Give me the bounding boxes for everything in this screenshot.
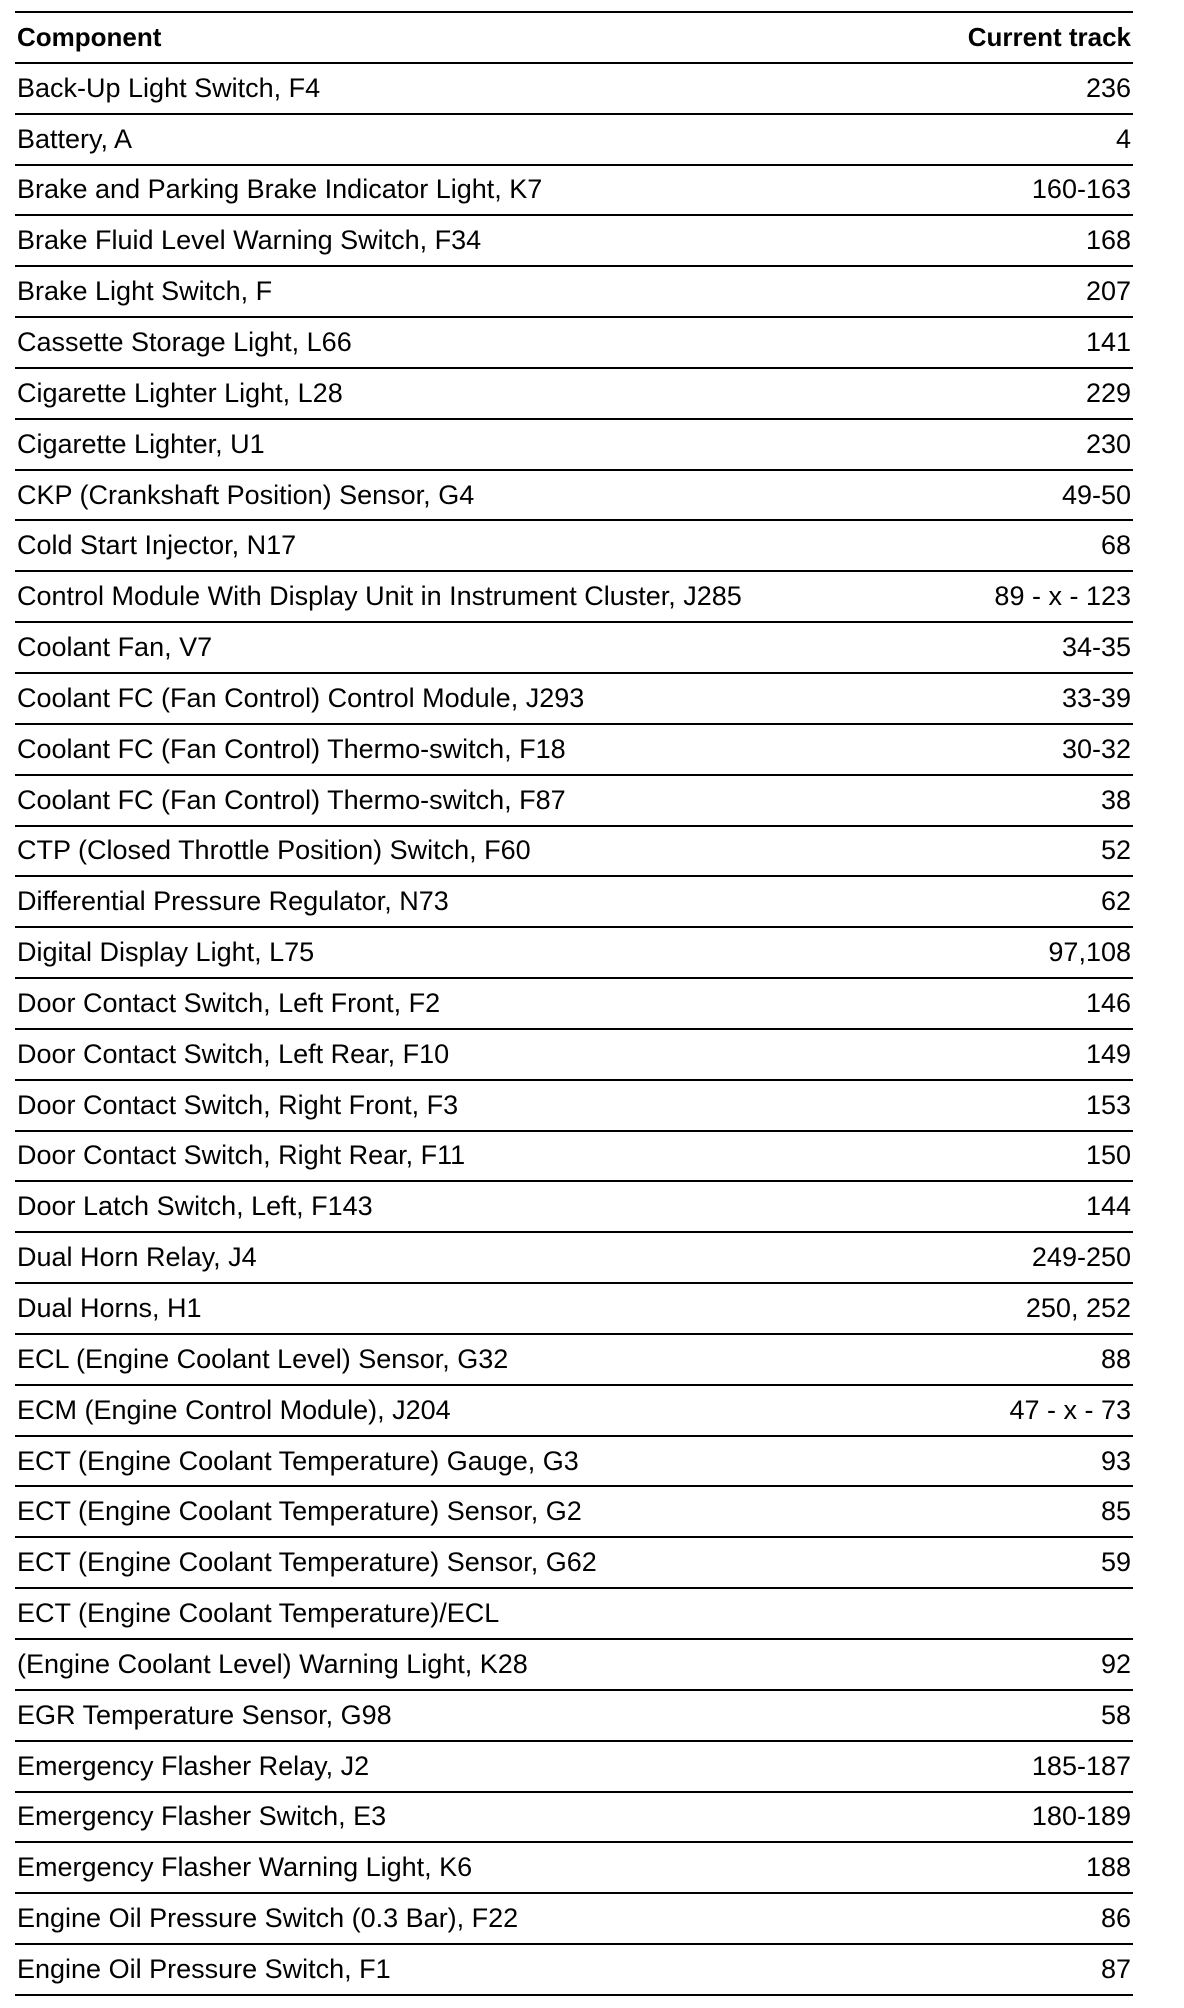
table-row (15, 775, 1133, 826)
component-name-cell: Engine Oil Pressure Switch (0.3 Bar), F22 (15, 1893, 879, 1944)
current-track-cell: 58 (879, 1690, 1133, 1741)
table-row (15, 1080, 1133, 1131)
component-name-cell: Door Contact Switch, Left Front, F2 (15, 978, 879, 1029)
component-name-cell: Brake and Parking Brake Indicator Light, K7 (15, 165, 879, 216)
table-row (15, 1893, 1133, 1944)
table-row (15, 266, 1133, 317)
current-track-cell: 88 (879, 1334, 1133, 1385)
current-track-cell: 33-39 (879, 673, 1133, 724)
current-track-cell: 34-35 (879, 622, 1133, 673)
table-row (15, 215, 1133, 266)
component-name-cell: Engine Oil Pressure Switch, F1 (15, 1944, 879, 1995)
table-row (15, 1944, 1133, 1995)
table-row (15, 927, 1133, 978)
table-row (15, 724, 1133, 775)
table-row (15, 368, 1133, 419)
current-track-cell: 30-32 (879, 724, 1133, 775)
component-name-cell: ECM (Engine Control Module), J204 (15, 1385, 879, 1436)
table-row (15, 1181, 1133, 1232)
component-name-cell: CTP (Closed Throttle Position) Switch, F60 (15, 826, 879, 877)
component-name-cell: Differential Pressure Regulator, N73 (15, 876, 879, 927)
current-track-cell: 236 (879, 63, 1133, 114)
current-track-cell: 188 (879, 1842, 1133, 1893)
table-row (15, 876, 1133, 927)
component-name-cell: Emergency Flasher Warning Light, K6 (15, 1842, 879, 1893)
current-track-cell: 144 (879, 1181, 1133, 1232)
component-name-cell: CKP (Crankshaft Position) Sensor, G4 (15, 470, 879, 521)
component-name-cell: Cigarette Lighter Light, L28 (15, 368, 879, 419)
table-row (15, 1436, 1133, 1487)
table-row (15, 1690, 1133, 1741)
current-track-cell: 149 (879, 1029, 1133, 1080)
current-track-cell: 207 (879, 266, 1133, 317)
current-track-cell: 141 (879, 317, 1133, 368)
component-name-cell: Coolant Fan, V7 (15, 622, 879, 673)
current-track-cell: 52 (879, 826, 1133, 877)
current-track-cell: 185-187 (879, 1741, 1133, 1792)
table-row (15, 114, 1133, 165)
current-track-cell: 49-50 (879, 470, 1133, 521)
current-track-cell: 38 (879, 775, 1133, 826)
component-table (15, 11, 1133, 1996)
component-name-cell: Door Contact Switch, Left Rear, F10 (15, 1029, 879, 1080)
current-track-cell (879, 1588, 1133, 1639)
current-track-cell: 62 (879, 876, 1133, 927)
current-track-cell: 97,108 (879, 927, 1133, 978)
current-track-cell: 150 (879, 1131, 1133, 1182)
table-row (15, 1588, 1133, 1639)
table-row (15, 1029, 1133, 1080)
component-name-cell: Cigarette Lighter, U1 (15, 419, 879, 470)
component-name-cell: Door Contact Switch, Right Front, F3 (15, 1080, 879, 1131)
component-name-cell: Brake Fluid Level Warning Switch, F34 (15, 215, 879, 266)
table-row (15, 826, 1133, 877)
current-track-cell: 93 (879, 1436, 1133, 1487)
current-track-cell: 168 (879, 215, 1133, 266)
table-row (15, 1334, 1133, 1385)
current-track-cell: 250, 252 (879, 1283, 1133, 1334)
table-row (15, 1283, 1133, 1334)
current-track-cell: 92 (879, 1639, 1133, 1690)
table-body (15, 63, 1133, 1995)
table-row (15, 622, 1133, 673)
current-track-cell: 86 (879, 1893, 1133, 1944)
current-track-cell: 87 (879, 1944, 1133, 1995)
table-header (15, 12, 1133, 63)
component-name-cell: EGR Temperature Sensor, G98 (15, 1690, 879, 1741)
component-name-cell: Coolant FC (Fan Control) Control Module, J293 (15, 673, 879, 724)
table-row (15, 1486, 1133, 1537)
table-row (15, 673, 1133, 724)
component-name-cell: Control Module With Display Unit in Instrument Cluster, J285 (15, 571, 879, 622)
table-row (15, 1232, 1133, 1283)
component-name-cell: ECT (Engine Coolant Temperature) Sensor, G2 (15, 1486, 879, 1537)
table-row (15, 1792, 1133, 1843)
component-name-cell: Cold Start Injector, N17 (15, 520, 879, 571)
current-track-cell: 68 (879, 520, 1133, 571)
current-track-cell: 249-250 (879, 1232, 1133, 1283)
table-row (15, 1537, 1133, 1588)
current-track-cell: 180-189 (879, 1792, 1133, 1843)
table-row (15, 520, 1133, 571)
component-name-cell: Emergency Flasher Switch, E3 (15, 1792, 879, 1843)
current-track-cell: 230 (879, 419, 1133, 470)
component-name-cell: Door Latch Switch, Left, F143 (15, 1181, 879, 1232)
component-name-cell: ECL (Engine Coolant Level) Sensor, G32 (15, 1334, 879, 1385)
current-track-cell: 85 (879, 1486, 1133, 1537)
table-row (15, 1842, 1133, 1893)
component-name-cell: ECT (Engine Coolant Temperature) Gauge, G3 (15, 1436, 879, 1487)
current-track-cell: 153 (879, 1080, 1133, 1131)
current-track-cell: 47 - x - 73 (879, 1385, 1133, 1436)
component-name-cell: Emergency Flasher Relay, J2 (15, 1741, 879, 1792)
table-row (15, 978, 1133, 1029)
current-track-column-header: Current track (879, 12, 1133, 63)
current-track-cell: 146 (879, 978, 1133, 1029)
table-row (15, 63, 1133, 114)
current-track-cell: 59 (879, 1537, 1133, 1588)
component-name-cell: Digital Display Light, L75 (15, 927, 879, 978)
table-row (15, 470, 1133, 521)
component-name-cell: (Engine Coolant Level) Warning Light, K28 (15, 1639, 879, 1690)
table-row (15, 165, 1133, 216)
current-track-cell: 160-163 (879, 165, 1133, 216)
component-name-cell: ECT (Engine Coolant Temperature) Sensor, G62 (15, 1537, 879, 1588)
component-name-cell: Brake Light Switch, F (15, 266, 879, 317)
component-column-header: Component (15, 12, 879, 63)
component-name-cell: ECT (Engine Coolant Temperature)/ECL (15, 1588, 879, 1639)
component-name-cell: Dual Horns, H1 (15, 1283, 879, 1334)
header-row (15, 12, 1133, 63)
current-track-cell: 4 (879, 114, 1133, 165)
table-row (15, 419, 1133, 470)
component-name-cell: Door Contact Switch, Right Rear, F11 (15, 1131, 879, 1182)
table-row (15, 317, 1133, 368)
current-track-cell: 229 (879, 368, 1133, 419)
table-row (15, 1741, 1133, 1792)
component-name-cell: Cassette Storage Light, L66 (15, 317, 879, 368)
table-row (15, 1131, 1133, 1182)
table-row (15, 1639, 1133, 1690)
component-name-cell: Back-Up Light Switch, F4 (15, 63, 879, 114)
table-row (15, 571, 1133, 622)
component-name-cell: Dual Horn Relay, J4 (15, 1232, 879, 1283)
component-name-cell: Battery, A (15, 114, 879, 165)
current-track-cell: 89 - x - 123 (879, 571, 1133, 622)
table-row (15, 1385, 1133, 1436)
component-name-cell: Coolant FC (Fan Control) Thermo-switch, F87 (15, 775, 879, 826)
component-name-cell: Coolant FC (Fan Control) Thermo-switch, F18 (15, 724, 879, 775)
